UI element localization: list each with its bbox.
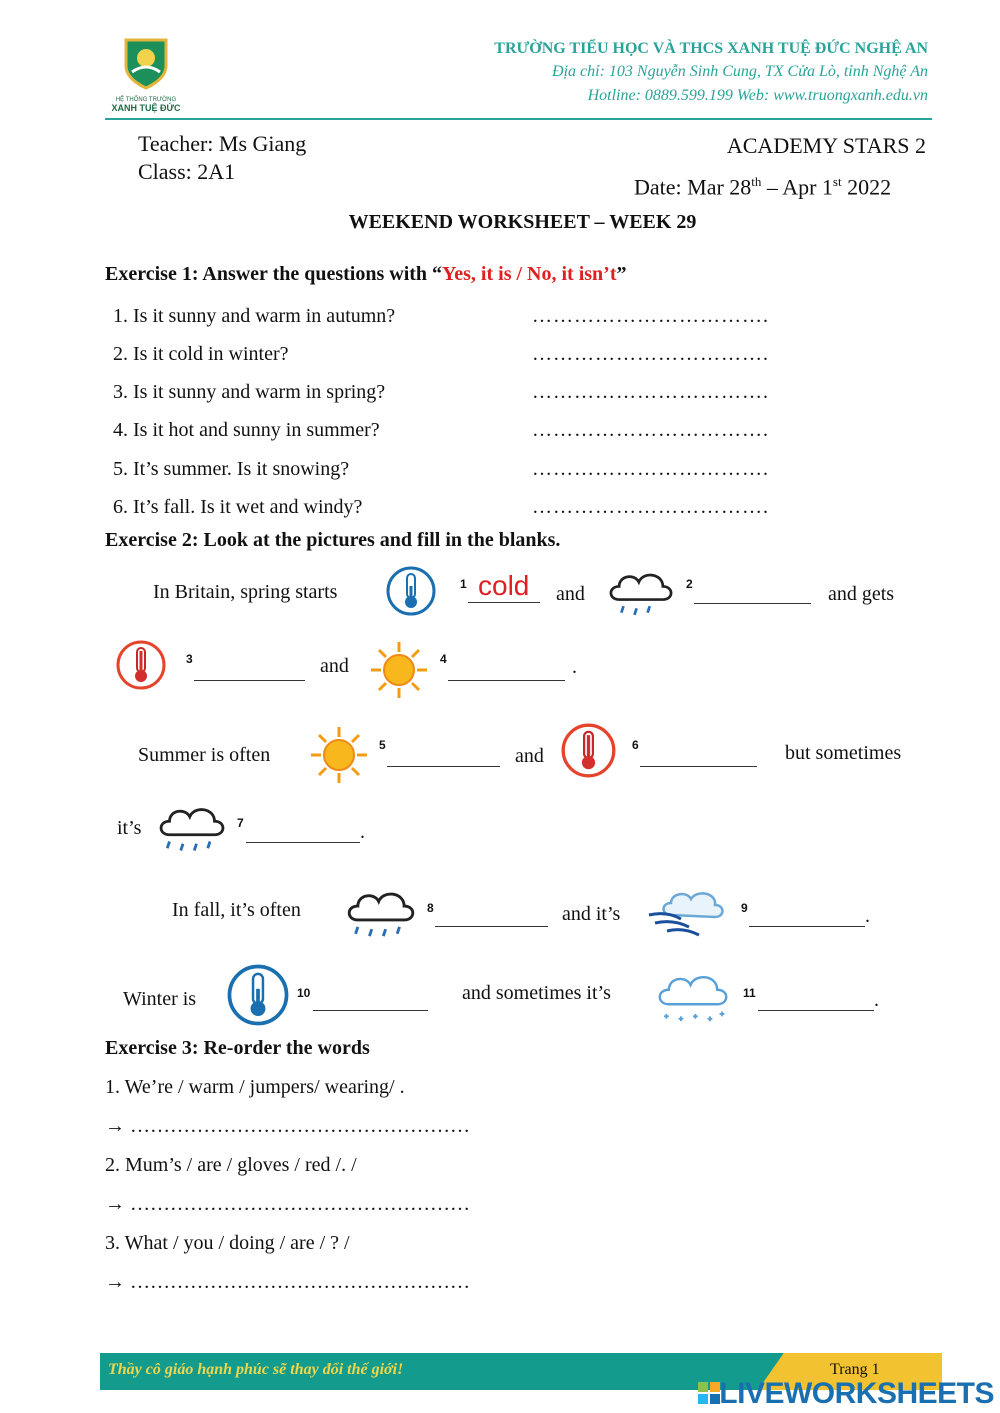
blank-6[interactable] [640,746,757,767]
liveworksheets-logo-icon [698,1382,720,1404]
blank-number-2: 2 [686,577,693,591]
snow-cloud-icon [654,968,732,1026]
shield-logo-icon [110,36,182,92]
period-4: . [874,989,879,1011]
blank-number-10: 10 [297,986,311,1000]
page-number: Trang 1 [830,1361,880,1378]
sentence3-start: In fall, it’s often [172,899,301,921]
reorder-answer-1[interactable]: → …………………………………………… [105,1115,470,1137]
sun-icon [369,640,429,700]
rain-cloud-icon [606,566,676,620]
question-6: 6. It’s fall. Is it wet and windy? [113,496,363,518]
blank-8[interactable] [435,906,548,927]
blank-number-7: 7 [237,816,244,830]
word-and-sometimes: and sometimes it’s [462,982,611,1004]
blank-number-5: 5 [379,738,386,752]
blank-7[interactable] [246,822,360,843]
reorder-item-2: 2. Mum’s / are / gloves / red /. / [105,1154,357,1176]
school-logo [110,36,182,114]
answer-line-5[interactable]: ……………………………. [532,458,769,480]
liveworksheets-brand[interactable]: LIVEWORKSHEETS [719,1377,994,1410]
sentence4-start: Winter is [123,988,197,1010]
word-but-sometimes: but sometimes [785,742,902,764]
blank-number-11: 11 [743,986,756,1000]
question-1: 1. Is it sunny and warm in autumn? [113,305,396,327]
logo-caption-2: XANH TUỆ ĐỨC [111,103,181,113]
word-and-1: and [556,583,585,605]
school-hotline: Hotline: 0889.599.199 Web: www.truongxanh.edu.vn [587,87,928,104]
page-title: WEEKEND WORKSHEET – WEEK 29 [348,211,697,233]
exercise1-heading: Exercise 1: Answer the questions with “Yes, it is / No, it isn’t” [105,263,627,285]
red-thermometer-icon [561,723,616,778]
arrow-icon: → [105,1115,125,1137]
reorder-item-3: 3. What / you / doing / are / ? / [105,1232,350,1254]
word-and-2: and [320,655,349,677]
blank-2[interactable] [694,583,811,604]
question-2: 2. Is it cold in winter? [113,343,289,365]
word-its: it’s [117,817,142,839]
period-2: . [360,821,365,843]
rain-cloud-icon [156,800,228,856]
exercise2-heading: Exercise 2: Look at the pictures and fill in the blanks. [105,529,561,551]
question-3: 3. Is it sunny and warm in spring? [113,381,386,403]
blank-number-3: 3 [186,652,193,666]
sun-icon [309,725,369,785]
question-5: 5. It’s summer. Is it snowing? [113,458,350,480]
rain-cloud-icon [344,884,418,942]
blue-thermometer-icon [386,566,436,616]
blank-11[interactable] [758,990,874,1011]
header-divider [105,118,932,120]
exercise3-heading: Exercise 3: Re-order the words [105,1037,370,1059]
arrow-icon: → [105,1193,125,1215]
sentence2-start: Summer is often [138,744,271,766]
school-address: Địa chỉ: 103 Nguyễn Sinh Cung, TX Cửa Lò, tỉnh Nghệ An [552,63,928,80]
course-name: ACADEMY STARS 2 [726,133,926,158]
sentence1-start: In Britain, spring starts [153,581,338,603]
reorder-answer-2[interactable]: → …………………………………………… [105,1193,470,1215]
word-and-3: and [515,745,544,767]
period-1: . [572,656,577,678]
reorder-answer-3[interactable]: → …………………………………………… [105,1271,470,1293]
answer-line-3[interactable]: ……………………………. [532,381,769,403]
logo-caption-1: HỆ THỐNG TRƯỜNG [115,97,177,103]
teacher-name: Teacher: Ms Giang [138,131,307,156]
blank-number-4: 4 [440,652,447,666]
blank-4[interactable] [448,660,565,681]
reorder-item-1: 1. We’re / warm / jumpers/ wearing/ . [105,1076,405,1098]
wind-icon [647,885,735,941]
blank-5[interactable] [387,746,500,767]
period-3: . [865,905,870,927]
red-thermometer-icon [116,640,166,690]
answer-line-4[interactable]: ……………………………. [532,419,769,441]
blank-3[interactable] [194,660,305,681]
blank-9[interactable] [749,906,865,927]
footer-motto: Thầy cô giáo hạnh phúc sẽ thay đổi thế giới! [108,1361,404,1378]
answer-line-6[interactable]: ……………………………. [532,496,769,518]
blank-number-6: 6 [632,738,639,752]
school-name: TRƯỜNG TIỂU HỌC VÀ THCS XANH TUỆ ĐỨC NGHỆ AN [494,40,928,57]
word-and-its: and it’s [562,903,621,925]
arrow-icon: → [105,1271,125,1293]
worksheet-date: Date: Mar 28th – Apr 1st 2022 [634,174,892,200]
word-and-gets: and gets [828,583,895,605]
answer-line-1[interactable]: ……………………………. [532,305,769,327]
answer-line-2[interactable]: ……………………………. [532,343,769,365]
class-name: Class: 2A1 [138,159,236,184]
question-4: 4. Is it hot and sunny in summer? [113,419,380,441]
blank-10[interactable] [313,990,428,1011]
blank-number-9: 9 [741,901,748,915]
blank-1[interactable] [468,568,540,603]
blank-number-8: 8 [427,901,434,915]
blue-thermometer-icon [227,964,289,1026]
blank-1-answer: cold [478,570,530,601]
blank-number-1: 1 [460,577,467,591]
